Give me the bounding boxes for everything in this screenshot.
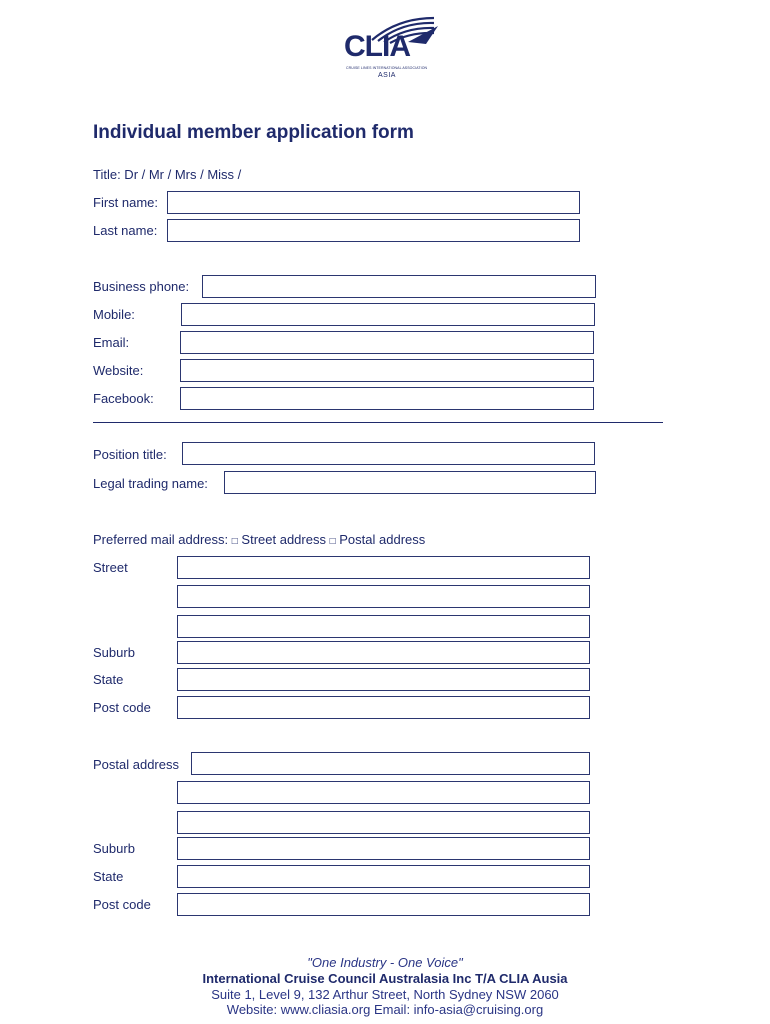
business-phone-label: Business phone: <box>93 279 190 294</box>
position-title-label: Position title: <box>93 447 167 462</box>
street-post-code-field[interactable] <box>177 696 590 719</box>
street-address-option: Street address <box>241 532 326 547</box>
postal-post-code-label: Post code <box>93 897 151 912</box>
legal-trading-name-field[interactable] <box>224 471 596 494</box>
street-line-1-field[interactable] <box>177 556 590 579</box>
logo-tagline: CRUISE LINES INTERNATIONAL ASSOCIATION <box>346 66 428 70</box>
postal-suburb-field[interactable] <box>177 837 590 860</box>
last-name-field[interactable] <box>167 219 580 242</box>
postal-address-option: Postal address <box>339 532 426 547</box>
footer-slogan: "One Industry - One Voice" <box>307 955 463 970</box>
preferred-mail-label: Preferred mail address: <box>93 532 229 547</box>
postal-line-1-field[interactable] <box>191 752 590 775</box>
postal-suburb-label: Suburb <box>93 841 135 856</box>
postal-post-code-field[interactable] <box>177 893 590 916</box>
section-divider <box>93 422 663 423</box>
postal-state-label: State <box>93 869 124 884</box>
footer-organisation: International Cruise Council Australasia Inc T/A CLIA Ausia <box>202 971 568 986</box>
mobile-label: Mobile: <box>93 307 135 322</box>
street-address-checkbox[interactable]: □ <box>231 536 238 547</box>
postal-line-2-field[interactable] <box>177 781 590 804</box>
logo-wordmark: CLIA <box>344 30 410 63</box>
facebook-field[interactable] <box>180 387 594 410</box>
street-line-2-field[interactable] <box>177 585 590 608</box>
form-heading: Individual member application form <box>93 122 414 143</box>
website-label: Website: <box>93 363 144 378</box>
website-field[interactable] <box>180 359 594 382</box>
position-title-field[interactable] <box>182 442 595 465</box>
email-field[interactable] <box>180 331 594 354</box>
clia-logo <box>340 14 435 80</box>
street-state-field[interactable] <box>177 668 590 691</box>
footer-contact: Website: www.cliasia.org Email: info-asia@cruising.org <box>226 1002 544 1017</box>
footer-address: Suite 1, Level 9, 132 Arthur Street, North Sydney NSW 2060 <box>211 987 559 1002</box>
postal-state-field[interactable] <box>177 865 590 888</box>
title-options: Title: Dr / Mr / Mrs / Miss / <box>93 167 242 182</box>
street-suburb-field[interactable] <box>177 641 590 664</box>
email-label: Email: <box>93 335 130 350</box>
facebook-label: Facebook: <box>93 391 154 406</box>
street-state-label: State <box>93 672 124 687</box>
postal-address-label: Postal address <box>93 757 179 772</box>
postal-address-checkbox[interactable]: □ <box>329 536 336 547</box>
logo-region: ASIA <box>378 72 396 79</box>
last-name-label: Last name: <box>93 223 158 238</box>
preferred-mail-row <box>93 532 425 547</box>
street-line-3-field[interactable] <box>177 615 590 638</box>
mobile-field[interactable] <box>181 303 595 326</box>
first-name-field[interactable] <box>167 191 580 214</box>
legal-trading-name-label: Legal trading name: <box>93 476 208 491</box>
first-name-label: First name: <box>93 195 159 210</box>
street-suburb-label: Suburb <box>93 645 135 660</box>
street-label: Street <box>93 560 128 575</box>
street-post-code-label: Post code <box>93 700 151 715</box>
business-phone-field[interactable] <box>202 275 596 298</box>
postal-line-3-field[interactable] <box>177 811 590 834</box>
